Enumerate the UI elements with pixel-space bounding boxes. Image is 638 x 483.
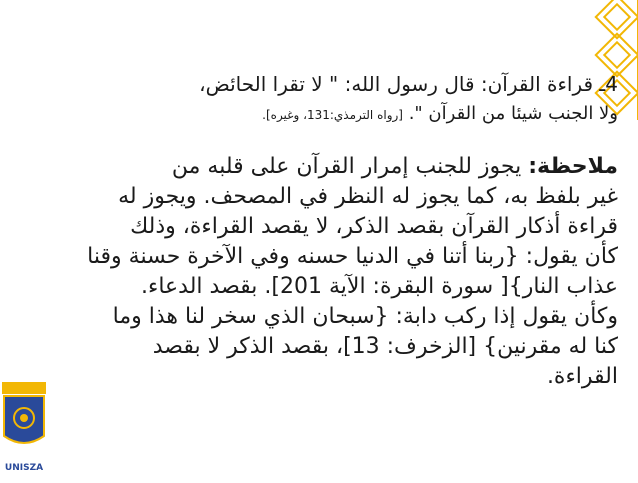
note-line-5: عذاب النار}[ سورة البقرة: الآية 201]. بقصد الدعاء.: [141, 274, 618, 299]
note-label: ملاحظة:: [528, 154, 618, 179]
note-line-4: كأن يقول: {ربنا أتنا في الدنيا حسنه وفي الآخرة حسنة وقنا: [87, 244, 618, 269]
note-line-6: وكأن يقول إذا ركب دابة: {سبحان الذي سخر لنا هذا وما: [112, 304, 618, 329]
note-line-3: قراءة أذكار القرآن بقصد الذكر، لا يقصد القراءة، وذلك: [130, 214, 618, 239]
unisza-logo-icon: [0, 378, 48, 479]
point-text-1: قراءة القرآن: قال رسول الله: " لا تقرا الحائض،: [199, 72, 594, 96]
content-text: [58, 70, 618, 392]
logo-text: UNISZA: [4, 463, 44, 473]
point-number: 4ـ: [599, 72, 618, 96]
note-line-7: كنا له مقرنين} [الزخرف: 13]، بقصد الذكر لا بقصد: [152, 334, 618, 359]
note-line-8: القراءة.: [546, 364, 618, 389]
citation: [رواه الترمذي:131، وغيره].: [262, 108, 403, 122]
point-line-2: [58, 100, 618, 130]
point-line-1: [58, 70, 618, 100]
note-line-2: غير بلفظ به، كما يجوز له النظر في المصحف. ويجوز له: [118, 184, 618, 209]
note-text-1: يجوز للجنب إمرار القرآن على قلبه من: [171, 154, 522, 179]
note-line-1: [58, 152, 618, 182]
point-text-2: ولا الجنب شيئا من القرآن ".: [408, 103, 618, 124]
